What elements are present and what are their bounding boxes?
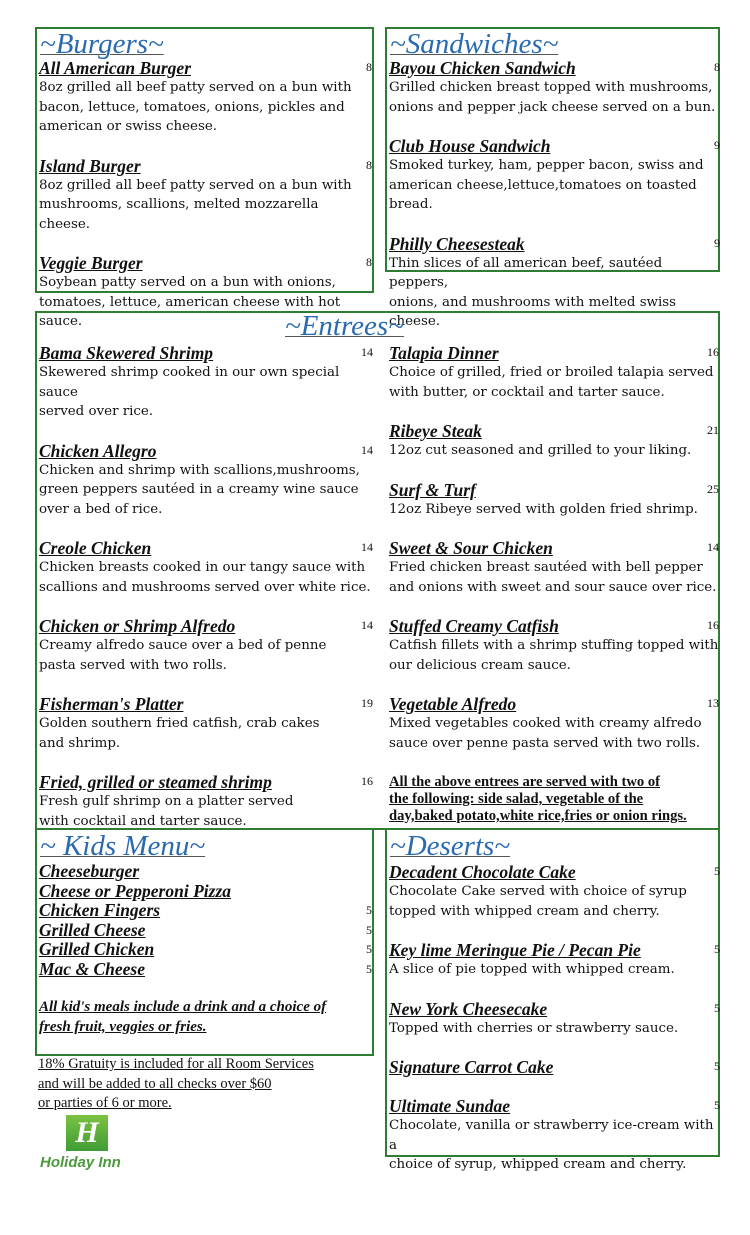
item-description: Golden southern fried catfish, crab cakes and shrimp. (39, 716, 320, 751)
menu-item (389, 136, 720, 215)
item-name: Surf & Turf (389, 479, 476, 500)
menu-item (39, 616, 373, 675)
menu-item (389, 616, 719, 675)
menu-item (39, 441, 373, 520)
menu-item (389, 480, 719, 520)
item-name: Fried, grilled or steamed shrimp (39, 772, 272, 792)
item-name: Veggie Burger (39, 253, 143, 273)
item-price: 16 (707, 618, 719, 632)
item-price: 5 (714, 864, 720, 878)
menu-item (389, 940, 720, 980)
kids-menu-item (39, 901, 372, 921)
item-price: 14 (361, 618, 373, 632)
menu-item (389, 538, 719, 597)
item-name: Fisherman's Platter (39, 694, 184, 714)
menu-item (389, 1057, 720, 1077)
kids-menu-item (39, 862, 372, 882)
menu-item (39, 694, 373, 753)
item-name: Grilled Chicken (39, 939, 155, 959)
kids-menu-item (39, 921, 372, 941)
item-price: 5 (714, 1098, 720, 1112)
item-price: 8 (714, 60, 720, 74)
logo-name: Holiday Inn (40, 1154, 121, 1171)
item-price: 19 (361, 696, 373, 710)
section-title: ~Sandwiches~ (390, 28, 559, 60)
item-name: Creole Chicken (39, 538, 152, 558)
menu-item (39, 58, 372, 137)
item-price: 14 (707, 540, 719, 554)
logo-mark-icon: H (66, 1115, 108, 1151)
item-price: 14 (361, 442, 373, 457)
menu-item (389, 862, 720, 921)
item-name: Grilled Cheese (39, 919, 146, 940)
item-price: 5 (366, 903, 372, 917)
item-description: 8oz grilled all beef patty served on a bun with bacon, lettuce, tomatoes, onions, pickles and american or swiss cheese. (39, 80, 352, 134)
item-description: 12oz Ribeye served with golden fried shrimp. (389, 501, 698, 517)
item-name: Philly Cheesesteak (389, 233, 525, 254)
item-name: Decadent Chocolate Cake (389, 862, 576, 882)
burgers-section (35, 27, 374, 329)
item-description: Chicken breasts cooked in our tangy sauce with scallions and mushrooms served over white rice. (39, 560, 371, 595)
item-name: Chicken Allegro (39, 440, 157, 461)
item-name: Ultimate Sundae (389, 1096, 511, 1116)
item-name: All American Burger (39, 58, 192, 78)
item-price: 5 (366, 942, 372, 956)
item-description: Skewered shrimp cooked in our own special sauce served over rice. (39, 365, 340, 419)
item-price: 9 (714, 138, 720, 152)
section-title: ~Burgers~ (40, 28, 164, 60)
section-title: ~Entrees~ (285, 310, 404, 342)
item-name: Chicken or Shrimp Alfredo (39, 616, 236, 636)
item-name: Chicken Fingers (39, 900, 161, 920)
menu-item (389, 999, 720, 1039)
item-price: 8 (366, 157, 372, 172)
gratuity-note: 18% Gratuity is included for all Room Services and will be added to all checks over $60 or parties of 6 or more. (38, 1056, 314, 1111)
item-description: Creamy alfredo sauce over a bed of penne pasta served with two rolls. (39, 638, 327, 673)
item-price: 13 (707, 696, 719, 710)
item-price: 25 (707, 481, 719, 496)
item-price: 16 (707, 345, 719, 359)
item-price: 5 (366, 922, 372, 937)
menu-item (389, 421, 719, 461)
item-description: 8oz grilled all beef patty served on a bun with mushrooms, scallions, melted mozzarella cheese. (39, 177, 352, 232)
item-description: Chocolate, vanilla or strawberry ice-cream with a choice of syrup, whipped cream and cherry. (389, 1118, 714, 1172)
menu-item (39, 156, 372, 235)
item-name: Key lime Meringue Pie / Pecan Pie (389, 940, 641, 960)
kids-menu-item (39, 940, 372, 960)
kids-menu-section (35, 828, 374, 1056)
kids-menu-item (39, 882, 372, 902)
menu-item (39, 343, 373, 422)
item-name: Stuffed Creamy Catfish (389, 616, 559, 636)
item-name: Mac & Cheese (39, 958, 145, 979)
item-name: Ribeye Steak (389, 421, 482, 441)
item-description: Grilled chicken breast topped with mushrooms, onions and pepper jack cheese served on a bun. (389, 80, 716, 115)
entrees-sides-note: All the above entrees are served with two of the following: side salad, vegetable of the day,baked potato,white rice,fries or onion rings. (389, 774, 687, 824)
item-description: A slice of pie topped with whipped cream. (389, 962, 675, 977)
item-price: 5 (714, 1000, 720, 1015)
item-name: Island Burger (39, 155, 141, 176)
section-title: ~Deserts~ (390, 830, 510, 862)
entrees-section (35, 311, 720, 830)
kids-meal-note: All kid's meals include a drink and a choice of fresh fruit, veggies or fries. (39, 999, 327, 1035)
item-name: Bama Skewered Shrimp (39, 343, 214, 363)
item-price: 16 (361, 774, 373, 788)
menu-item (389, 343, 719, 402)
item-description: 12oz cut seasoned and grilled to your liking. (389, 443, 692, 458)
item-price: 21 (707, 423, 719, 437)
deserts-section (385, 828, 720, 1172)
item-price: 8 (366, 255, 372, 269)
item-price: 5 (714, 1059, 720, 1073)
item-name: New York Cheesecake (389, 998, 548, 1019)
item-name: Club House Sandwich (389, 136, 551, 156)
menu-item (39, 772, 373, 831)
holiday-inn-logo (40, 1115, 140, 1171)
item-description: Choice of grilled, fried or broiled talapia served with butter, or cocktail and tarter sauce. (389, 365, 714, 400)
section-title: ~ Kids Menu~ (40, 830, 206, 862)
item-name: Cheeseburger (39, 861, 140, 881)
item-price: 5 (714, 942, 720, 956)
item-price: 14 (361, 540, 373, 554)
item-price: 8 (366, 60, 372, 74)
menu-item (39, 538, 373, 597)
item-price: 9 (714, 235, 720, 250)
item-name: Sweet & Sour Chicken (389, 538, 553, 558)
item-description: Thin slices of all american beef, sautéed peppers, onions, and mushrooms with melted swiss cheese. (389, 255, 677, 329)
item-description: Smoked turkey, ham, pepper bacon, swiss and american cheese,lettuce,tomatoes on toasted bread. (389, 158, 704, 212)
kids-menu-item (39, 960, 372, 980)
item-name: Signature Carrot Cake (389, 1057, 554, 1077)
item-price: 5 (366, 961, 372, 976)
item-description: Chocolate Cake served with choice of syrup topped with whipped cream and cherry. (389, 884, 687, 919)
item-name: Cheese or Pepperoni Pizza (39, 880, 232, 901)
item-description: Topped with cherries or strawberry sauce. (389, 1020, 679, 1036)
item-description: Fried chicken breast sautéed with bell pepper and onions with sweet and sour sauce over rice. (389, 560, 717, 595)
item-name: Bayou Chicken Sandwich (389, 58, 576, 78)
item-name: Talapia Dinner (389, 343, 499, 363)
item-name: Vegetable Alfredo (389, 694, 517, 714)
item-description: Chicken and shrimp with scallions,mushrooms, green peppers sautéed in a creamy wine sauce over a bed of rice. (39, 462, 360, 517)
item-description: Mixed vegetables cooked with creamy alfredo sauce over penne pasta served with two rolls. (389, 716, 702, 751)
menu-item (389, 58, 720, 117)
item-description: Soybean patty served on a bun with onions, tomatoes, lettuce, american cheese with hot sauce. (39, 275, 341, 329)
item-description: Fresh gulf shrimp on a platter served with cocktail and tarter sauce. (39, 794, 294, 829)
sandwiches-section (385, 27, 720, 329)
menu-item (389, 694, 719, 753)
item-price: 14 (361, 345, 373, 359)
item-description: Catfish fillets with a shrimp stuffing topped with our delicious cream sauce. (389, 638, 719, 673)
menu-item (389, 1096, 720, 1175)
